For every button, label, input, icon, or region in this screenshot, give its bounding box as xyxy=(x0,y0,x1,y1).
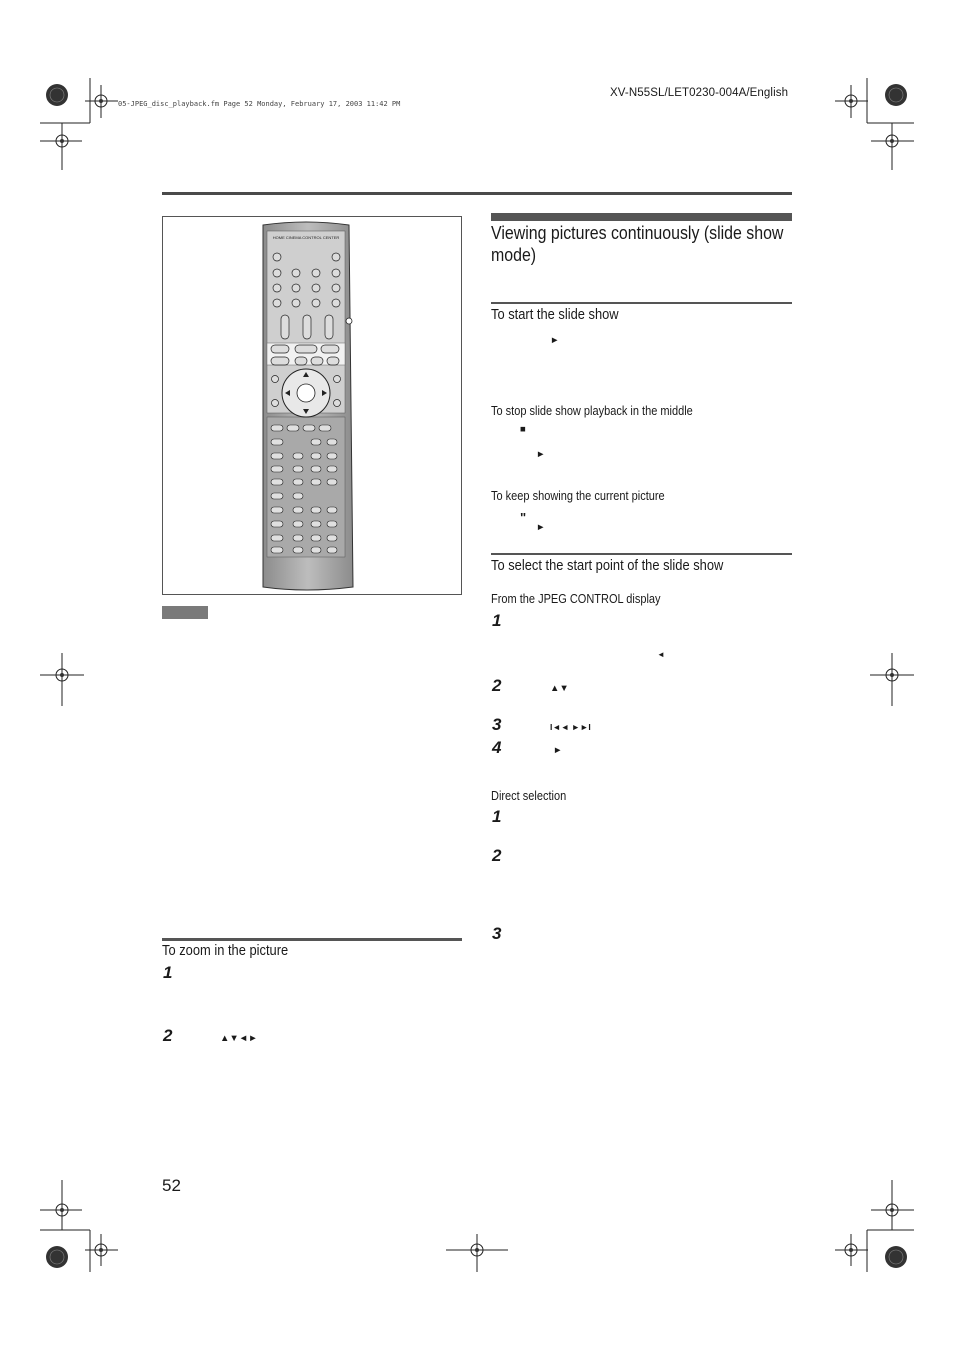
left-arrow-glyph: ◄ xyxy=(657,650,665,659)
zoom-heading: To zoom in the picture xyxy=(162,942,289,959)
play-glyph-2: ► xyxy=(536,449,546,460)
step-number: 1 xyxy=(492,611,502,630)
pause-glyph: " xyxy=(520,510,527,525)
jpeg-control-subheading: From the JPEG CONTROL display xyxy=(491,592,661,606)
select-start-rule xyxy=(491,553,792,555)
step-number: 4 xyxy=(492,738,502,757)
remote-illustration-frame xyxy=(162,216,462,595)
header-rule xyxy=(162,192,792,195)
step-number: 1 xyxy=(492,807,502,826)
page-number: 52 xyxy=(162,1176,181,1195)
start-slide-show-heading: To start the slide show xyxy=(491,306,619,323)
remote-brand-text: HOME CINEMA CONTROL CENTER xyxy=(272,235,340,240)
document-reference: XV-N55SL/LET0230-004A/English xyxy=(610,87,789,99)
stop-middle-heading: To stop slide show playback in the middle xyxy=(491,404,693,418)
step-number: 2 xyxy=(492,846,502,865)
play-glyph: ► xyxy=(550,335,560,346)
step-number: 3 xyxy=(492,924,502,943)
zoom-rule xyxy=(162,938,462,941)
section-title: Viewing pictures continuously (slide show mode) xyxy=(491,222,784,265)
section-bar xyxy=(491,213,792,221)
skip-glyph: I◄◄ ►►I xyxy=(550,722,591,732)
direct-selection-subheading: Direct selection xyxy=(491,789,567,803)
step-number: 1 xyxy=(163,963,173,982)
play-glyph-4: ► xyxy=(553,745,563,756)
stop-glyph: ■ xyxy=(520,424,526,435)
note-tab xyxy=(162,606,208,619)
play-glyph-3: ► xyxy=(536,522,546,533)
select-start-heading: To select the start point of the slide show xyxy=(491,557,724,574)
remote-control-illustration xyxy=(163,217,461,594)
step-number: 2 xyxy=(492,676,502,695)
direction-arrows-glyph: ▲▼◄► xyxy=(220,1033,258,1044)
start-slide-show-rule xyxy=(491,302,792,304)
step-number: 2 xyxy=(163,1026,173,1045)
file-info-line: 05-JPEG_disc_playback.fm Page 52 Monday, February 17, 2003 11:42 PM xyxy=(118,100,401,108)
keep-showing-heading: To keep showing the current picture xyxy=(491,489,665,503)
step-number: 3 xyxy=(492,715,502,734)
up-down-glyph: ▲▼ xyxy=(550,683,569,694)
